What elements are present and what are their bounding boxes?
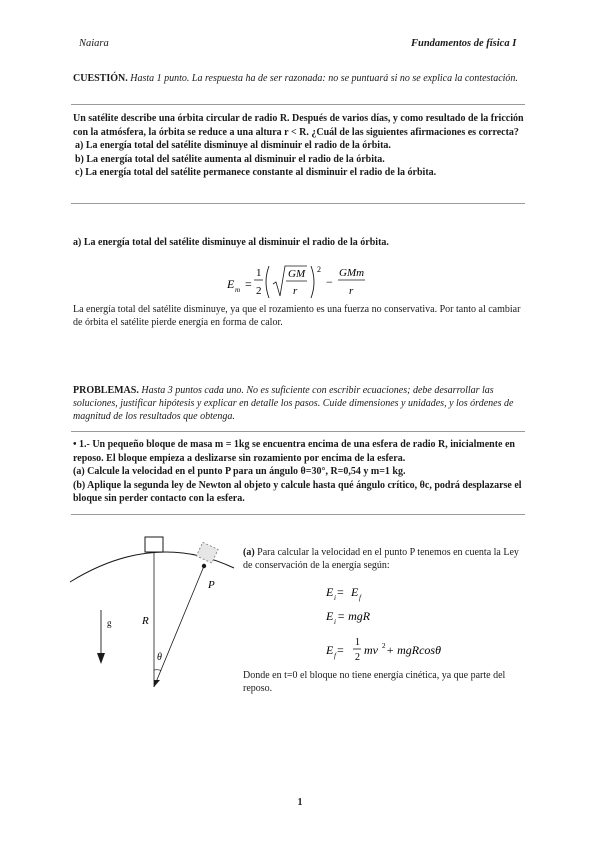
eq3-tail: + mgRcosθ <box>386 643 441 657</box>
formula-lhs: E <box>227 277 235 291</box>
solution-intro <box>243 546 523 572</box>
divider <box>71 514 525 515</box>
label-P: P <box>208 579 215 591</box>
solution-note: Donde en t=0 el bloque no tiene energía cinética, ya que parte del reposo. <box>243 670 506 694</box>
eq1-op: = <box>337 585 344 599</box>
sphere-diagram <box>68 530 248 700</box>
energy-equations <box>324 582 484 664</box>
eq3-sq: 2 <box>382 642 386 650</box>
answer-selected: a) La energía total del satélite disminuye al disminuir el radio de la órbita. <box>73 237 389 248</box>
divider <box>71 104 525 105</box>
problem-1-part-a: (a) Calcule la velocidad en el punto P para un ángulo θ=30°, R=0,54 y m=1 kg. <box>73 466 406 477</box>
question-option-b: b) La energía total del satélite aumenta al disminuir el radio de la órbita. <box>75 153 385 165</box>
radius-to-P <box>154 566 204 687</box>
eq3-lhs: E <box>326 643 334 657</box>
problem-1-part-b: (b) Aplique la segunda ley de Newton al objeto y calcule hasta qué ángulo crítico, θc, podrá desplazarse el bloque sin perder contacto con la esfera. <box>73 479 522 504</box>
question-block <box>73 112 525 180</box>
energy-formula <box>225 262 385 304</box>
eq3-num: 1 <box>355 637 360 648</box>
answer-explanation: La energía total del satélite disminuye, ya que el rozamiento es una fuerza no conservativa. Por tanto al cambiar de órbita el satélite pierde energía en forma de calor. <box>73 304 521 328</box>
label-R: R <box>142 615 149 627</box>
cuestion-text: Hasta 1 punto. La respuesta ha de ser razonada: no se puntuará si no se explica la contestación. <box>127 73 518 84</box>
cuestion-heading: CUESTIÓN. <box>73 73 128 84</box>
formula-frac2-den: r <box>349 285 354 297</box>
block-top <box>145 537 163 552</box>
eq2-rhs: = mgR <box>337 609 371 623</box>
solution-part-label: (a) <box>243 547 255 558</box>
eq2-lsub: i <box>334 618 336 626</box>
formula-half-den: 2 <box>256 285 262 297</box>
problemas-heading: PROBLEMAS. <box>73 385 139 396</box>
formula-frac2-num: GMm <box>339 267 365 279</box>
eq2-lhs: E <box>326 609 334 623</box>
problemas-instructions <box>73 384 525 423</box>
formula-minus: − <box>326 275 333 289</box>
solution-intro-text: Para calcular la velocidad en el punto P tenemos en cuenta la Ley de conservación de la energía según: <box>243 547 519 571</box>
label-theta: θ <box>157 652 162 663</box>
formula-lhs-sub: m <box>235 286 241 294</box>
header-course: Fundamentos de física I <box>411 38 517 49</box>
eq1-rhs: E <box>351 585 359 599</box>
header-author: Naiara <box>79 38 109 49</box>
svg-text:=: = <box>245 277 252 291</box>
problem-1 <box>73 438 525 506</box>
page-number: 1 <box>297 797 303 808</box>
divider <box>71 203 525 204</box>
eq1-lsub: i <box>334 594 336 602</box>
eq3-rest: mv <box>364 643 378 657</box>
eq1-rsub: f <box>359 594 361 602</box>
eq3-den: 2 <box>355 652 360 663</box>
cuestion-instructions <box>73 72 525 85</box>
divider <box>71 431 525 432</box>
question-option-a: a) La energía total del satélite disminuye al disminuir el radio de la órbita. <box>75 140 391 151</box>
problem-1-statement: • 1.- Un pequeño bloque de masa m = 1kg se encuentra encima de una esfera de radio R, inicialmente en reposo. El bloque empieza a deslizarse sin rozamiento por encima de la esfera. <box>73 439 515 464</box>
question-option-c: c) La energía total del satélite permanece constante al disminuir el radio de la órbita. <box>75 167 437 178</box>
formula-root-den: r <box>293 285 298 297</box>
eq3-eq: = <box>337 643 344 657</box>
formula-half-num: 1 <box>256 267 262 279</box>
problemas-text: Hasta 3 puntos cada uno. No es suficiente con escribir ecuaciones; debe desarrollar las soluciones, justificar hipótesis y explicar en detalle los pasos. Cuide dimensiones y unidades, y los órdenes de magnitud de los resultados que obtenga. <box>73 385 514 422</box>
formula-root-num: GM <box>288 268 306 280</box>
question-statement: Un satélite describe una órbita circular de radio R. Después de varios días, y como resultado de la fricción con la atmósfera, la órbita se reduce a una altura r < R. ¿Cuál de las siguientes afirmaciones es correcta? <box>73 113 524 138</box>
label-g: g <box>107 618 112 628</box>
eq1-lhs: E <box>326 585 334 599</box>
eq3-lsub: f <box>334 652 336 660</box>
formula-power: 2 <box>317 265 321 274</box>
